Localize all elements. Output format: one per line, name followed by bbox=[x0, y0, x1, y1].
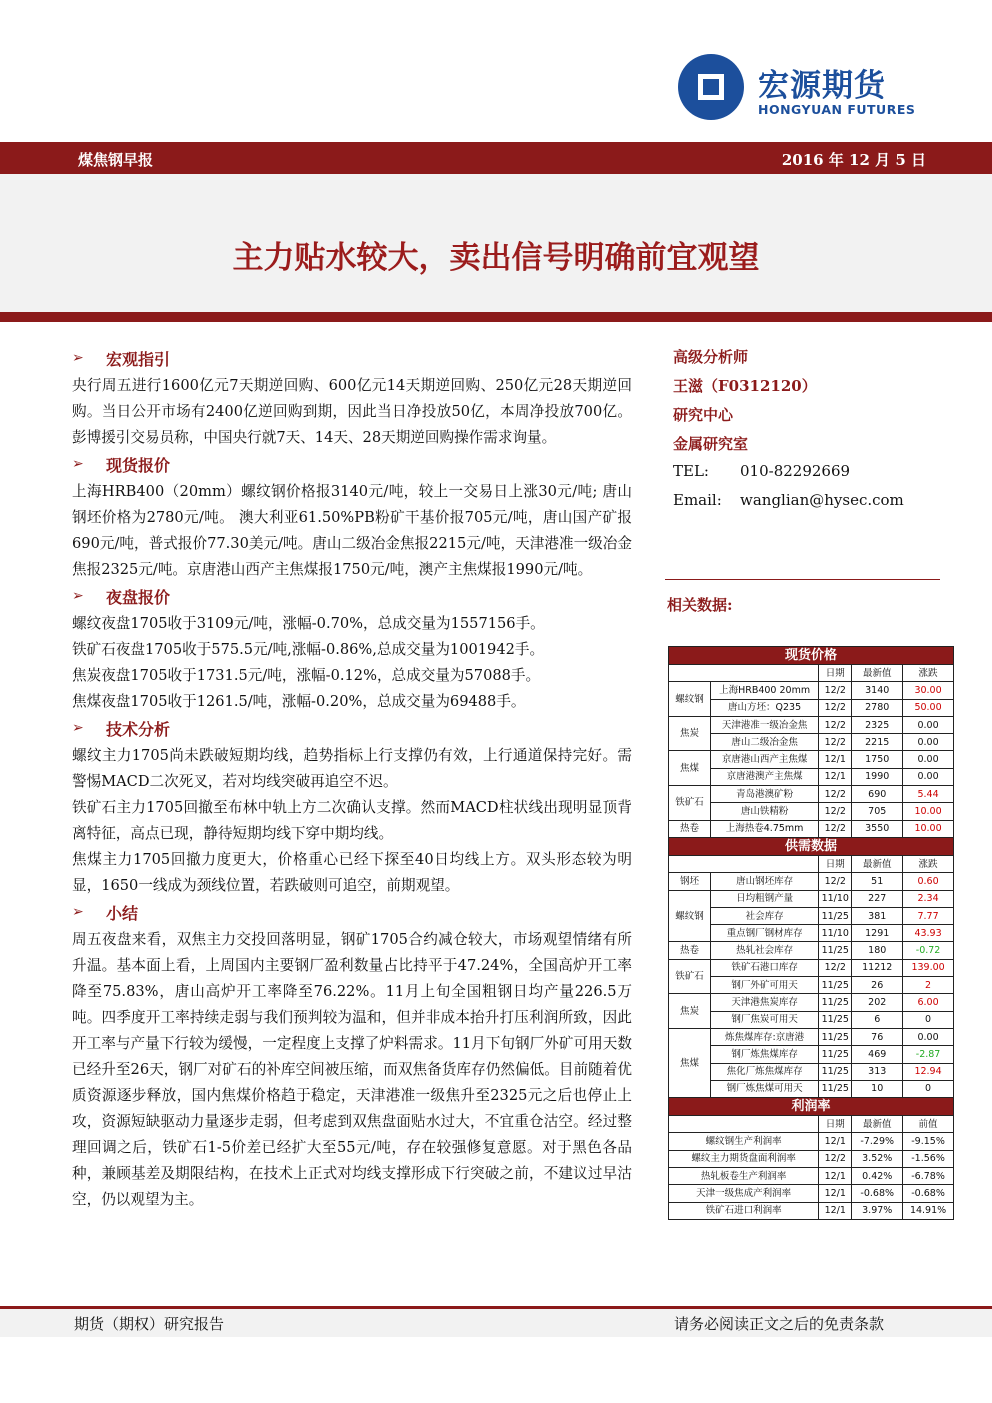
table-row bbox=[669, 820, 954, 837]
tel-value: 010-82292669 bbox=[740, 462, 851, 480]
table-row bbox=[669, 907, 954, 924]
table-section-header bbox=[669, 1098, 954, 1116]
table-row bbox=[669, 994, 954, 1011]
table-section-title: 利润率 bbox=[669, 1098, 954, 1116]
date-cell: 12/2 bbox=[819, 1150, 852, 1167]
value-cell: 690 bbox=[852, 786, 903, 803]
arrow-bullet-icon: ➢ bbox=[72, 588, 84, 604]
table-row bbox=[669, 803, 954, 820]
value-cell: 2325 bbox=[852, 716, 903, 733]
change-cell: 6.00 bbox=[903, 994, 954, 1011]
column-header: 涨跌 bbox=[903, 665, 954, 682]
value-cell: 6 bbox=[852, 1011, 903, 1028]
analyst-tel bbox=[673, 462, 943, 491]
analyst-role: 高级分析师 bbox=[673, 348, 749, 366]
value-cell: 180 bbox=[852, 942, 903, 959]
report-title: 主力贴水较大，卖出信号明确前宜观望 bbox=[232, 240, 760, 276]
column-header: 日期 bbox=[819, 665, 852, 682]
column-header: 最新值 bbox=[852, 665, 903, 682]
table-row bbox=[669, 1028, 954, 1045]
table-row bbox=[669, 873, 954, 890]
value-cell: 1291 bbox=[852, 925, 903, 942]
section-paragraph: 螺纹夜盘1705收于3109元/吨，涨幅-0.70%，总成交量为1557156手。 bbox=[72, 615, 545, 632]
category-cell: 焦煤 bbox=[669, 1028, 711, 1097]
value-cell: 2780 bbox=[852, 699, 903, 716]
change-cell: 0.00 bbox=[903, 751, 954, 768]
table-section-title: 供需数据 bbox=[669, 837, 954, 855]
arrow-bullet-icon: ➢ bbox=[72, 456, 84, 472]
email-value[interactable]: wanglian@hysec.com bbox=[740, 491, 904, 509]
change-cell: -0.72 bbox=[903, 942, 954, 959]
table-row bbox=[669, 1046, 954, 1063]
value-cell: 3.52% bbox=[852, 1150, 903, 1167]
analyst-name: 王滋（F0312120） bbox=[673, 377, 817, 395]
footer-left: 期货（期权）研究报告 bbox=[74, 1315, 225, 1333]
related-data-label: 相关数据: bbox=[667, 596, 733, 614]
section-heading bbox=[72, 901, 632, 927]
date-cell: 12/2 bbox=[819, 803, 852, 820]
blank-cell bbox=[669, 665, 819, 682]
report-date: 2016 年 12 月 5 日 bbox=[781, 151, 926, 169]
analyst-email bbox=[673, 491, 943, 520]
table-row bbox=[669, 959, 954, 976]
table-section-header bbox=[669, 837, 954, 855]
arrow-bullet-icon: ➢ bbox=[72, 904, 84, 920]
column-header: 涨跌 bbox=[903, 855, 954, 872]
change-cell: -0.68% bbox=[903, 1185, 954, 1202]
item-name-cell: 京唐港山西产主焦煤 bbox=[710, 751, 818, 768]
item-name-cell: 螺纹钢生产利润率 bbox=[669, 1133, 819, 1150]
change-cell: 139.00 bbox=[903, 959, 954, 976]
section-paragraph: 焦炭夜盘1705收于1731.5元/吨，涨幅-0.12%，总成交量为57088手。 bbox=[72, 667, 541, 684]
section-paragraph: 螺纹主力1705尚未跌破短期均线，趋势指标上行支撑仍有效，上行通道保持完好。需警惕MACD二次死叉，若对均线突破再追空不迟。 bbox=[72, 747, 632, 790]
section-paragraph: 铁矿石夜盘1705收于575.5元/吨,涨幅-0.86%,总成交量为1001942手。 bbox=[72, 641, 545, 658]
date-cell: 12/1 bbox=[819, 751, 852, 768]
column-header: 最新值 bbox=[852, 1116, 903, 1133]
item-name-cell: 唐山钢坯库存 bbox=[710, 873, 818, 890]
change-cell: 10.00 bbox=[903, 803, 954, 820]
change-cell: 2 bbox=[903, 977, 954, 994]
item-name-cell: 铁矿石港口库存 bbox=[710, 959, 818, 976]
item-name-cell: 钢厂焦炭可用天 bbox=[710, 1011, 818, 1028]
value-cell: 2215 bbox=[852, 734, 903, 751]
change-cell: -1.56% bbox=[903, 1150, 954, 1167]
section-heading bbox=[72, 585, 632, 611]
title-divider bbox=[0, 312, 992, 322]
change-cell: -2.87 bbox=[903, 1046, 954, 1063]
value-cell: 11212 bbox=[852, 959, 903, 976]
item-name-cell: 螺纹主力期货盘面利润率 bbox=[669, 1150, 819, 1167]
table-subheader bbox=[669, 665, 954, 682]
change-cell: 12.94 bbox=[903, 1063, 954, 1080]
company-logo bbox=[678, 54, 928, 126]
date-cell: 12/2 bbox=[819, 959, 852, 976]
table-row bbox=[669, 786, 954, 803]
analyst-team: 金属研究室 bbox=[673, 435, 749, 453]
blank-cell bbox=[669, 855, 819, 872]
change-cell: 30.00 bbox=[903, 682, 954, 699]
category-cell: 铁矿石 bbox=[669, 959, 711, 994]
section-paragraph: 焦煤主力1705回撤力度更大，价格重心已经下探至40日均线上方。双头形态较为明显，1650一线成为颈线位置，若跌破则可追空，前期观望。 bbox=[72, 851, 632, 894]
email-label: Email: bbox=[673, 491, 722, 509]
section-title: 技术分析 bbox=[106, 720, 171, 739]
value-cell: 381 bbox=[852, 907, 903, 924]
table-row bbox=[669, 682, 954, 699]
value-cell: 1750 bbox=[852, 751, 903, 768]
change-cell: 0.00 bbox=[903, 1028, 954, 1045]
date-cell: 11/10 bbox=[819, 890, 852, 907]
category-cell: 螺纹钢 bbox=[669, 890, 711, 942]
blank-cell bbox=[669, 1116, 819, 1133]
item-name-cell: 上海热卷4.75mm bbox=[710, 820, 818, 837]
header-bar bbox=[0, 142, 992, 174]
table-row bbox=[669, 977, 954, 994]
table-row bbox=[669, 925, 954, 942]
date-cell: 12/2 bbox=[819, 699, 852, 716]
item-name-cell: 热轧社会库存 bbox=[710, 942, 818, 959]
change-cell: 43.93 bbox=[903, 925, 954, 942]
date-cell: 11/25 bbox=[819, 977, 852, 994]
value-cell: 469 bbox=[852, 1046, 903, 1063]
table-row bbox=[669, 1063, 954, 1080]
change-cell: 5.44 bbox=[903, 786, 954, 803]
value-cell: 1990 bbox=[852, 768, 903, 785]
value-cell: 51 bbox=[852, 873, 903, 890]
date-cell: 12/2 bbox=[819, 716, 852, 733]
table-row bbox=[669, 1185, 954, 1202]
table-row bbox=[669, 1150, 954, 1167]
section-paragraph: 铁矿石主力1705回撤至布林中轨上方二次确认支撑。然而MACD柱状线出现明显顶背离特征，高点已现，静待短期均线下穿中期均线。 bbox=[72, 799, 632, 842]
change-cell: 0 bbox=[903, 1011, 954, 1028]
table-row bbox=[669, 1168, 954, 1185]
section-paragraph: 上海HRB400（20mm）螺纹钢价格报3140元/吨，较上一交易日上涨30元/吨; 唐山钢坯价格为2780元/吨。 澳大利亚61.50%PB粉矿干基价报705元/吨，唐山国产矿报690元/吨，普式报价77.30美元/吨。唐山二级冶金焦报2215元/吨，天津港准一级冶金焦报2325元/吨。京唐港山西产主焦煤报1750元/吨，澳产主焦煤报1990元/吨。 bbox=[72, 483, 632, 578]
value-cell: 705 bbox=[852, 803, 903, 820]
value-cell: 202 bbox=[852, 994, 903, 1011]
value-cell: 76 bbox=[852, 1028, 903, 1045]
logo-mark-icon bbox=[678, 54, 744, 120]
category-cell: 螺纹钢 bbox=[669, 682, 711, 717]
column-header: 最新值 bbox=[852, 855, 903, 872]
value-cell: 26 bbox=[852, 977, 903, 994]
item-name-cell: 铁矿石进口利润率 bbox=[669, 1202, 819, 1219]
date-cell: 12/1 bbox=[819, 1168, 852, 1185]
section-paragraph: 周五夜盘来看，双焦主力交投回落明显，钢矿1705合约减仓较大，市场观望情绪有所升温。基本面上看，上周国内主要钢厂盈利数量占比持平于47.24%，全国高炉开工率降至75.83%，唐山高炉开工率降至76.22%。11月上旬全国粗钢日均产量226.5万吨。四季度开工率持续走弱与我们预判较为温和，但并非成本抬升打压利润所致，因此开工率与产量下行较为缓慢，一定程度上支撑了炉料需求。11月下旬钢厂外矿可用天数已经升至26天，钢厂对矿石的补库空间被压缩，而双焦备货库存仍然偏低。目前随着优质资源逐步释放，国内焦煤价格趋于稳定，天津港准一级焦升至2325元之后也停止上攻，资源短缺驱动力量逐步走弱，但考虑到双焦盘面贴水过大，不宜重仓沽空。经过整理回调之后，铁矿石1-5价差已经扩大至55元/吨，存在较强修复意愿。对于黑色各品种，兼顾基差及期限结构，在技术上正式对均线支撑形成下行突破之前，不建议过早沽空，仍以观望为主。 bbox=[72, 931, 632, 1208]
date-cell: 11/25 bbox=[819, 1046, 852, 1063]
category-cell: 铁矿石 bbox=[669, 786, 711, 821]
value-cell: 227 bbox=[852, 890, 903, 907]
footer-bar bbox=[0, 1306, 992, 1337]
value-cell: -0.68% bbox=[852, 1185, 903, 1202]
item-name-cell: 唐山二级冶金焦 bbox=[710, 734, 818, 751]
item-name-cell: 京唐港澳产主焦煤 bbox=[710, 768, 818, 785]
arrow-bullet-icon: ➢ bbox=[72, 720, 84, 736]
change-cell: -6.78% bbox=[903, 1168, 954, 1185]
category-cell: 热卷 bbox=[669, 820, 711, 837]
date-cell: 12/2 bbox=[819, 873, 852, 890]
item-name-cell: 热轧板卷生产利润率 bbox=[669, 1168, 819, 1185]
table-row bbox=[669, 734, 954, 751]
category-cell: 焦炭 bbox=[669, 994, 711, 1029]
logo-name-en: HONGYUAN FUTURES bbox=[758, 102, 916, 117]
title-box bbox=[0, 174, 992, 312]
related-data-table bbox=[668, 646, 954, 1220]
date-cell: 11/10 bbox=[819, 925, 852, 942]
value-cell: 10 bbox=[852, 1080, 903, 1097]
table-row bbox=[669, 1202, 954, 1219]
table-section-title: 现货价格 bbox=[669, 647, 954, 665]
item-name-cell: 上海HRB400 20mm bbox=[710, 682, 818, 699]
item-name-cell: 唐山铁精粉 bbox=[710, 803, 818, 820]
table-row bbox=[669, 1011, 954, 1028]
change-cell: 0.00 bbox=[903, 768, 954, 785]
section-heading bbox=[72, 453, 632, 479]
date-cell: 12/2 bbox=[819, 734, 852, 751]
item-name-cell: 炼焦煤库存:京唐港 bbox=[710, 1028, 818, 1045]
date-cell: 12/1 bbox=[819, 1185, 852, 1202]
section-heading bbox=[72, 347, 632, 373]
column-header: 日期 bbox=[819, 1116, 852, 1133]
item-name-cell: 焦化厂炼焦煤库存 bbox=[710, 1063, 818, 1080]
item-name-cell: 社会库存 bbox=[710, 907, 818, 924]
analyst-info bbox=[673, 346, 943, 520]
category-cell: 热卷 bbox=[669, 942, 711, 959]
date-cell: 12/1 bbox=[819, 768, 852, 785]
section-title: 夜盘报价 bbox=[106, 588, 171, 607]
table-row bbox=[669, 1133, 954, 1150]
table-row bbox=[669, 1080, 954, 1097]
date-cell: 12/2 bbox=[819, 682, 852, 699]
category-cell: 焦炭 bbox=[669, 716, 711, 751]
value-cell: 3140 bbox=[852, 682, 903, 699]
change-cell: 0.00 bbox=[903, 734, 954, 751]
change-cell: 0 bbox=[903, 1080, 954, 1097]
table-row bbox=[669, 699, 954, 716]
analyst-dept: 研究中心 bbox=[673, 406, 734, 424]
table-row bbox=[669, 942, 954, 959]
value-cell: 3550 bbox=[852, 820, 903, 837]
category-cell: 焦煤 bbox=[669, 751, 711, 786]
footer-disclaimer[interactable]: 请务必阅读正文之后的免责条款 bbox=[673, 1315, 884, 1333]
date-cell: 12/2 bbox=[819, 820, 852, 837]
value-cell: -7.29% bbox=[852, 1133, 903, 1150]
change-cell: -9.15% bbox=[903, 1133, 954, 1150]
item-name-cell: 青岛港澳矿粉 bbox=[710, 786, 818, 803]
section-paragraph: 央行周五进行1600亿元7天期逆回购、600亿元14天期逆回购、250亿元28天期逆回购。当日公开市场有2400亿逆回购到期，因此当日净投放50亿，本周净投放700亿。彭博援引交易员称，中国央行就7天、14天、28天期逆回购操作需求询量。 bbox=[72, 377, 632, 446]
section-title: 现货报价 bbox=[106, 456, 171, 475]
item-name-cell: 天津港焦炭库存 bbox=[710, 994, 818, 1011]
table-row bbox=[669, 890, 954, 907]
sidebar-divider bbox=[665, 579, 940, 580]
item-name-cell: 日均粗钢产量 bbox=[710, 890, 818, 907]
item-name-cell: 钢厂炼焦煤库存 bbox=[710, 1046, 818, 1063]
item-name-cell: 唐山方坯：Q235 bbox=[710, 699, 818, 716]
change-cell: 50.00 bbox=[903, 699, 954, 716]
change-cell: 2.34 bbox=[903, 890, 954, 907]
section-paragraph: 焦煤夜盘1705收于1261.5/吨，涨幅-0.20%，总成交量为69488手。 bbox=[72, 693, 526, 710]
table-subheader bbox=[669, 855, 954, 872]
section-heading bbox=[72, 717, 632, 743]
category-cell: 钢坯 bbox=[669, 873, 711, 890]
arrow-bullet-icon: ➢ bbox=[72, 350, 84, 366]
date-cell: 11/25 bbox=[819, 994, 852, 1011]
change-cell: 0.60 bbox=[903, 873, 954, 890]
column-header: 前值 bbox=[903, 1116, 954, 1133]
date-cell: 12/1 bbox=[819, 1202, 852, 1219]
date-cell: 12/1 bbox=[819, 1133, 852, 1150]
logo-name-cn: 宏源期货 bbox=[758, 68, 886, 104]
item-name-cell: 天津一级焦成产利润率 bbox=[669, 1185, 819, 1202]
item-name-cell: 钢厂炼焦煤可用天 bbox=[710, 1080, 818, 1097]
change-cell: 10.00 bbox=[903, 820, 954, 837]
change-cell: 0.00 bbox=[903, 716, 954, 733]
section-title: 小结 bbox=[106, 904, 139, 923]
table-subheader bbox=[669, 1116, 954, 1133]
value-cell: 0.42% bbox=[852, 1168, 903, 1185]
item-name-cell: 钢厂外矿可用天 bbox=[710, 977, 818, 994]
item-name-cell: 重点钢厂钢材库存 bbox=[710, 925, 818, 942]
table-section-header bbox=[669, 647, 954, 665]
date-cell: 11/25 bbox=[819, 942, 852, 959]
date-cell: 11/25 bbox=[819, 1028, 852, 1045]
table-row bbox=[669, 768, 954, 785]
table-row bbox=[669, 716, 954, 733]
value-cell: 3.97% bbox=[852, 1202, 903, 1219]
table-row bbox=[669, 751, 954, 768]
column-header: 日期 bbox=[819, 855, 852, 872]
value-cell: 313 bbox=[852, 1063, 903, 1080]
item-name-cell: 天津港准一级冶金焦 bbox=[710, 716, 818, 733]
section-title: 宏观指引 bbox=[106, 350, 171, 369]
date-cell: 11/25 bbox=[819, 907, 852, 924]
change-cell: 14.91% bbox=[903, 1202, 954, 1219]
report-name: 煤焦钢早报 bbox=[78, 151, 154, 169]
tel-label: TEL: bbox=[673, 462, 709, 480]
change-cell: 7.77 bbox=[903, 907, 954, 924]
date-cell: 11/25 bbox=[819, 1011, 852, 1028]
main-content bbox=[72, 345, 632, 1213]
date-cell: 11/25 bbox=[819, 1063, 852, 1080]
date-cell: 12/2 bbox=[819, 786, 852, 803]
date-cell: 11/25 bbox=[819, 1080, 852, 1097]
